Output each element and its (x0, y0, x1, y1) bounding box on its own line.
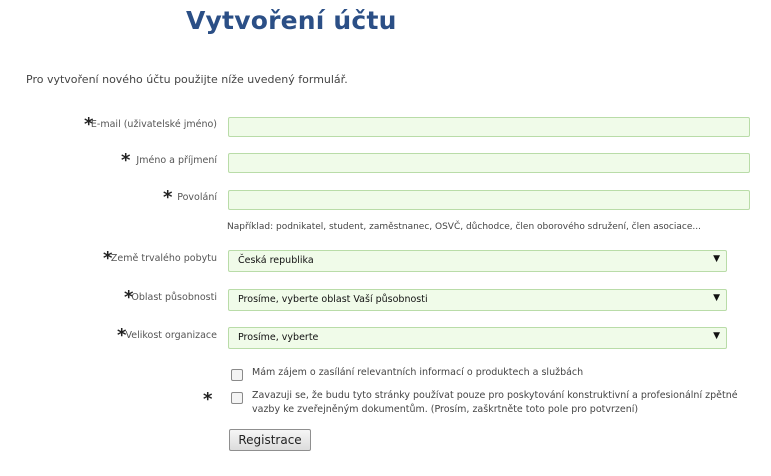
name-field[interactable] (228, 153, 750, 173)
required-mark: * (203, 389, 213, 410)
field-of-activity-row (0, 288, 771, 314)
name-label: Jméno a příjmení (136, 155, 217, 166)
newsletter-checkbox[interactable] (231, 369, 243, 381)
field-of-activity-label: Oblast působnosti (131, 292, 217, 303)
terms-label-line2: vazby ke zveřejněným dokumentům. (Prosím, zaškrtněte toto pole pro potvrzení) (252, 404, 639, 415)
register-button[interactable]: Registrace (229, 429, 311, 451)
required-mark: * (121, 150, 131, 171)
field-of-activity-select[interactable] (228, 289, 727, 311)
terms-label-line1: Zavazuji se, že budu tyto stránky používat pouze pro poskytování konstruktivní a profesionální zpětné (252, 390, 738, 401)
country-label: Země trvalého pobytu (110, 253, 217, 264)
name-row (0, 151, 771, 177)
field-of-activity-select-value: Prosíme, vyberte oblast Vaší působnosti (238, 294, 428, 305)
dropdown-arrow-icon: ▼ (713, 293, 720, 303)
required-mark: * (124, 287, 134, 308)
country-row (0, 249, 771, 275)
required-mark: * (84, 114, 94, 135)
dropdown-arrow-icon: ▼ (713, 254, 720, 264)
organization-size-label: Velikost organizace (125, 330, 217, 341)
profession-hint: Například: podnikatel, student, zaměstnanec, OSVČ, důchodce, člen oborového sdružení, člen asociace... (227, 222, 701, 232)
terms-checkbox[interactable] (231, 392, 243, 404)
profession-label: Povolání (177, 192, 217, 203)
country-select[interactable] (228, 250, 727, 272)
email-row (0, 115, 771, 141)
newsletter-label: Mám zájem o zasílání relevantních informací o produktech a službách (252, 367, 584, 378)
dropdown-arrow-icon: ▼ (713, 331, 720, 341)
page-title: Vytvoření účtu (186, 6, 397, 35)
profession-field[interactable] (228, 190, 750, 210)
required-mark: * (103, 248, 113, 269)
intro-text: Pro vytvoření nového účtu použijte níže uvedený formulář. (26, 73, 348, 86)
required-mark: * (117, 325, 127, 346)
country-select-value: Česká republika (238, 255, 314, 266)
organization-size-select-value: Prosíme, vyberte (238, 332, 319, 343)
email-field[interactable] (228, 117, 750, 137)
required-mark: * (163, 187, 173, 208)
organization-size-select[interactable] (228, 327, 727, 349)
email-label: E-mail (uživatelské jméno) (90, 119, 217, 130)
profession-row (0, 188, 771, 214)
organization-size-row (0, 326, 771, 352)
